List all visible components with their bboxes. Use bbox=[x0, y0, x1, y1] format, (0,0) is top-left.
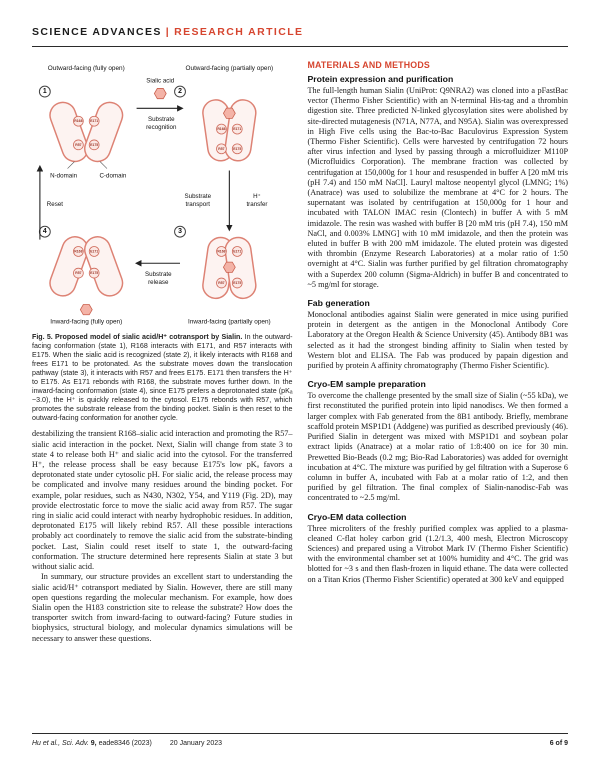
residue-label: R57 bbox=[75, 271, 82, 276]
state4-number: 4 bbox=[42, 228, 47, 236]
sialic-acid-hexagon bbox=[223, 262, 235, 272]
section-heading-materials-and-methods: MATERIALS AND METHODS bbox=[307, 60, 430, 70]
substrate-transport-label: Substrate bbox=[184, 193, 212, 201]
state2-title: Outward-facing (partially open) bbox=[185, 64, 274, 72]
c-domain-pointer bbox=[100, 162, 107, 169]
masthead-divider: | bbox=[165, 26, 171, 38]
state1-number: 1 bbox=[42, 88, 47, 96]
c-domain-shape bbox=[81, 99, 126, 165]
left-column bbox=[32, 60, 293, 644]
residue-label: E171 bbox=[233, 127, 242, 132]
footer-date: 20 January 2023 bbox=[169, 740, 222, 747]
state3-transporter bbox=[201, 236, 257, 300]
sialic-acid-hexagon bbox=[80, 305, 92, 315]
reset-label: Reset bbox=[46, 201, 64, 209]
n-domain-shape bbox=[46, 233, 91, 299]
subsection-heading-cryoem-data-collection: Cryo-EM data collection bbox=[307, 511, 407, 522]
paragraph-protein-expression: The full-length human Sialin (UniProt: Q9NRA2) was cloned into a pFastBac vector (Thermo Fisher Scientific) with an N-terminal His-tag and a thrombin digestion site. Three predicted N-linked glycosylation sites were abolished by site-directed mutagenesis (N71A, N77A, and N95A). Sialin was overexpressed in High Five cells using the Bac-to-Bac Baculovirus Expression System (Thermo Fisher Scientific). Cells were harvested by centrifugation 72 hours after virus infection and lysed by passing through a microfluidizer M110P (Microfluidics Corporation). The membrane fraction was collected by centrifugation at 150,000g for 1 hour and resuspended in buffer A [20 mM tris (pH 7.4) and 150 mM NaCl]. Lauryl maltose neopentyl glycol (LMNG; 1%) (Anatrace) was used to solubilize the membrane at 4°C for 2 hours. The supernatant was isolated by centrifugation at 150,000g for 1 hour and incubated with TALON IMAC resin (Clontech) in buffer A with 5 mM imidazole. The resin was washed with buffer B [20 mM tris (pH 7.4), 150 mM NaCl, and 0.003% LMNG] with 10 mM imidazole, and then the protein was eluted in buffer B with 200 mM imidazole. The eluted protein was digested with thrombin (Enzyme Research Laboratories) at a molar ratio of 1:50 overnight at 4°C. Sialin was further purified by gel filtration chromatography with a Superdex 200 column (Sigma-Aldrich) in buffer B and concentrated to ~5 mg/ml for storage. bbox=[307, 86, 568, 289]
h-transfer-label: H⁺ bbox=[253, 193, 261, 201]
residue-label: R57 bbox=[218, 146, 225, 151]
paragraph-cryoem-sample-preparation: To overcome the challenge presented by the small size of Sialin (~55 kDa), we first reconstituted the purified protein into lipid nanodiscs. We then formed a larger complex with Fab generated from the 8B1 antibody. Briefly, membrane scaffold protein MSP1D1 (Addgene) was purified as described previously (46). Purified Sialin in detergent was mixed with MSP1D1 and soybean polar extract lipids (Anatrace) at a molar ratio of 1:8:400 on ice for 30 min. Prewetted Bio-Beads (0.2 mg; Bio-Rad Laboratories) was added for overnight incubation at 4°C. The mixture was purified by gel filtration with a Superose 6 column in buffer A, incubated with Fab at a molar ratio of 1:2, and then purified by gel filtration. The final complex of Sialin-nanodisc-Fab was concentrated to ~2.5 mg/ml. bbox=[307, 391, 568, 503]
article-type: RESEARCH ARTICLE bbox=[174, 26, 304, 38]
state3-title: Inward-facing (partially open) bbox=[188, 318, 271, 326]
residue-label: E175 bbox=[90, 271, 99, 276]
state4-transporter bbox=[46, 233, 126, 315]
n-domain-label: N-domain bbox=[50, 172, 78, 180]
state2-number: 2 bbox=[178, 88, 182, 96]
right-column bbox=[308, 60, 569, 644]
journal-name: SCIENCE ADVANCES bbox=[32, 26, 162, 38]
page-footer bbox=[32, 733, 568, 747]
substrate-recognition-label: recognition bbox=[146, 124, 177, 132]
figure-5-diagram bbox=[32, 60, 293, 328]
state1-title: Outward-facing (fully open) bbox=[47, 64, 125, 72]
substrate-release-label: Substrate bbox=[145, 271, 172, 279]
subsection-heading-fab-generation: Fab generation bbox=[307, 298, 370, 309]
figure-caption-text: In the outward-facing conformation (state 1), R168 interacts with E171, and R57 interacts with E175. When the sialic acid is recognized (state 2), it likely interacts with R168 and frees E171 to be protonated. As the substrate moves down the translocation pathway (state 3), it interacts with R57 and frees E175. E171 then transfers the H⁺ to E175. As E171 rebonds with R168, the substrate moves further down. In the inward-facing conformation (state 4), since E175 prefers a deprotonated state (pKₐ ~3.0), the H⁺ is quickly released to the cytosol. E175 rebonds with R57, which promotes the substrate release from the binding pocket. Sialin is then reset to the outward-facing conformation for another cycle. bbox=[32, 333, 293, 422]
figure-5 bbox=[32, 60, 293, 422]
residue-label: E175 bbox=[233, 281, 242, 286]
sialic-acid-hexagon bbox=[223, 108, 235, 118]
residue-label: R168 bbox=[217, 249, 226, 254]
two-column-body bbox=[32, 60, 568, 644]
residue-label: R57 bbox=[218, 281, 225, 286]
substrate-recognition-label: Substrate bbox=[147, 116, 175, 124]
footer-journal: Sci. Adv. bbox=[61, 740, 89, 747]
residue-label: E175 bbox=[90, 142, 99, 147]
residue-label: E171 bbox=[90, 249, 99, 254]
footer-authors: Hu et al., bbox=[32, 740, 61, 747]
residue-label: R168 bbox=[217, 127, 226, 132]
state3-number: 3 bbox=[178, 228, 182, 236]
paragraph-fab-generation: Monoclonal antibodies against Sialin were generated in mice using purified protein in detergent as the antigen in the Monoclonal Antibody Core Laboratory at the Oregon Health & Science University (45). Antibody 8B1 was selected as it had the strongest binding affinity to Sialin when tested by Western blot and ELISA. The Fab was produced by papain digestion and purified by protein A affinity chromatography (Thermo Fisher Scientific). bbox=[307, 310, 568, 371]
state1-transporter bbox=[46, 99, 126, 165]
state2-transporter bbox=[201, 98, 257, 162]
c-domain-label: C-domain bbox=[99, 172, 127, 180]
subsection-heading-cryoem-sample-preparation: Cryo-EM sample preparation bbox=[307, 379, 426, 390]
page-number: 6 of 9 bbox=[549, 740, 568, 747]
n-domain-pointer bbox=[68, 162, 75, 169]
paragraph-summary: In summary, our structure provides an excellent start to understanding the sialic acid/H⁺ cotransport mediated by Sialin. However, there are still many open questions regarding the molecular mechanism. For example, how does Sialin open the H183 constriction site to release the substrate? How does the transporter switch from inward-facing to outward-facing? Future studies in biophysics, structural biology, and molecular dynamics simulations will be necessary to answer these questions. bbox=[32, 572, 293, 643]
sialic-acid-label: Sialic acid bbox=[146, 77, 175, 85]
paragraph-mechanism: destabilizing the transient R168–sialic acid interaction and promoting the R57–sialic acid interaction in the pocket. Next, Sialin will change from state 3 to state 4 to release both H⁺ and sialic acid into the cytosol. For the transferred H⁺, the release process shall be easy because E175's low pKₐ favors a deprotonated state under cytosolic pH. For sialic acid, the release process may be complicated and involve many residues around the binding pocket. For example, polar residues, such as N430, N302, Y54, and Y119 (Fig. 2D), may provide electrostatic force to move the sialic acid away from R57. The sugar ring in sialic acid could interact with nearby hydrophobic residues. In addition, deprotonated E175 will likely rebind R57. All these possible interactions probably act coordinately to remove the sialic acid from the substrate-binding pocket. Last, Sialin could reset itself to state 1, the outward-facing conformation. The structure determined here represents Sialin at state 3 but without sialic acid. bbox=[32, 429, 293, 572]
residue-label: R168 bbox=[74, 119, 83, 124]
subsection-heading-protein-expression: Protein expression and purification bbox=[307, 74, 454, 84]
n-domain-shape bbox=[46, 99, 91, 165]
residue-label: E171 bbox=[233, 249, 242, 254]
residue-label: E175 bbox=[233, 146, 242, 151]
residue-label: R57 bbox=[75, 142, 82, 147]
c-domain-shape bbox=[81, 233, 126, 299]
figure-caption-label: Fig. 5. Proposed model of sialic acid/H⁺ cotransport by Sialin. bbox=[32, 333, 243, 342]
footer-citation bbox=[32, 740, 222, 747]
footer-article-id: eade8346 (2023) bbox=[98, 740, 152, 747]
substrate-transport-label: transport bbox=[185, 201, 211, 209]
state4-title: Inward-facing (fully open) bbox=[50, 318, 123, 326]
figure-5-caption bbox=[32, 333, 293, 422]
residue-label: E171 bbox=[90, 119, 99, 124]
sialic-acid-hexagon bbox=[154, 88, 166, 98]
residue-label: R168 bbox=[74, 249, 83, 254]
footer-volume: 9, bbox=[90, 740, 97, 747]
paragraph-cryoem-data-collection: Three microliters of the freshly purified complex was applied to a plasma-cleaned C-flat holey carbon grid (1.2/1.3, 400 mesh, Electron Microscopy Sciences) and prepared using a Vitrobot Mark IV (Thermo Fisher Scientific) with the environmental chamber set at 100% humidity and 4°C. The grid was blotted for ~3 s and then flash-frozen in liquid ethane. The data were collected on a Titan Krios (Thermo Fisher Scientific) operated at 300 keV and equipped bbox=[307, 523, 568, 584]
h-transfer-label: transfer bbox=[246, 201, 268, 209]
substrate-release-label: release bbox=[148, 278, 169, 286]
masthead bbox=[32, 26, 568, 47]
